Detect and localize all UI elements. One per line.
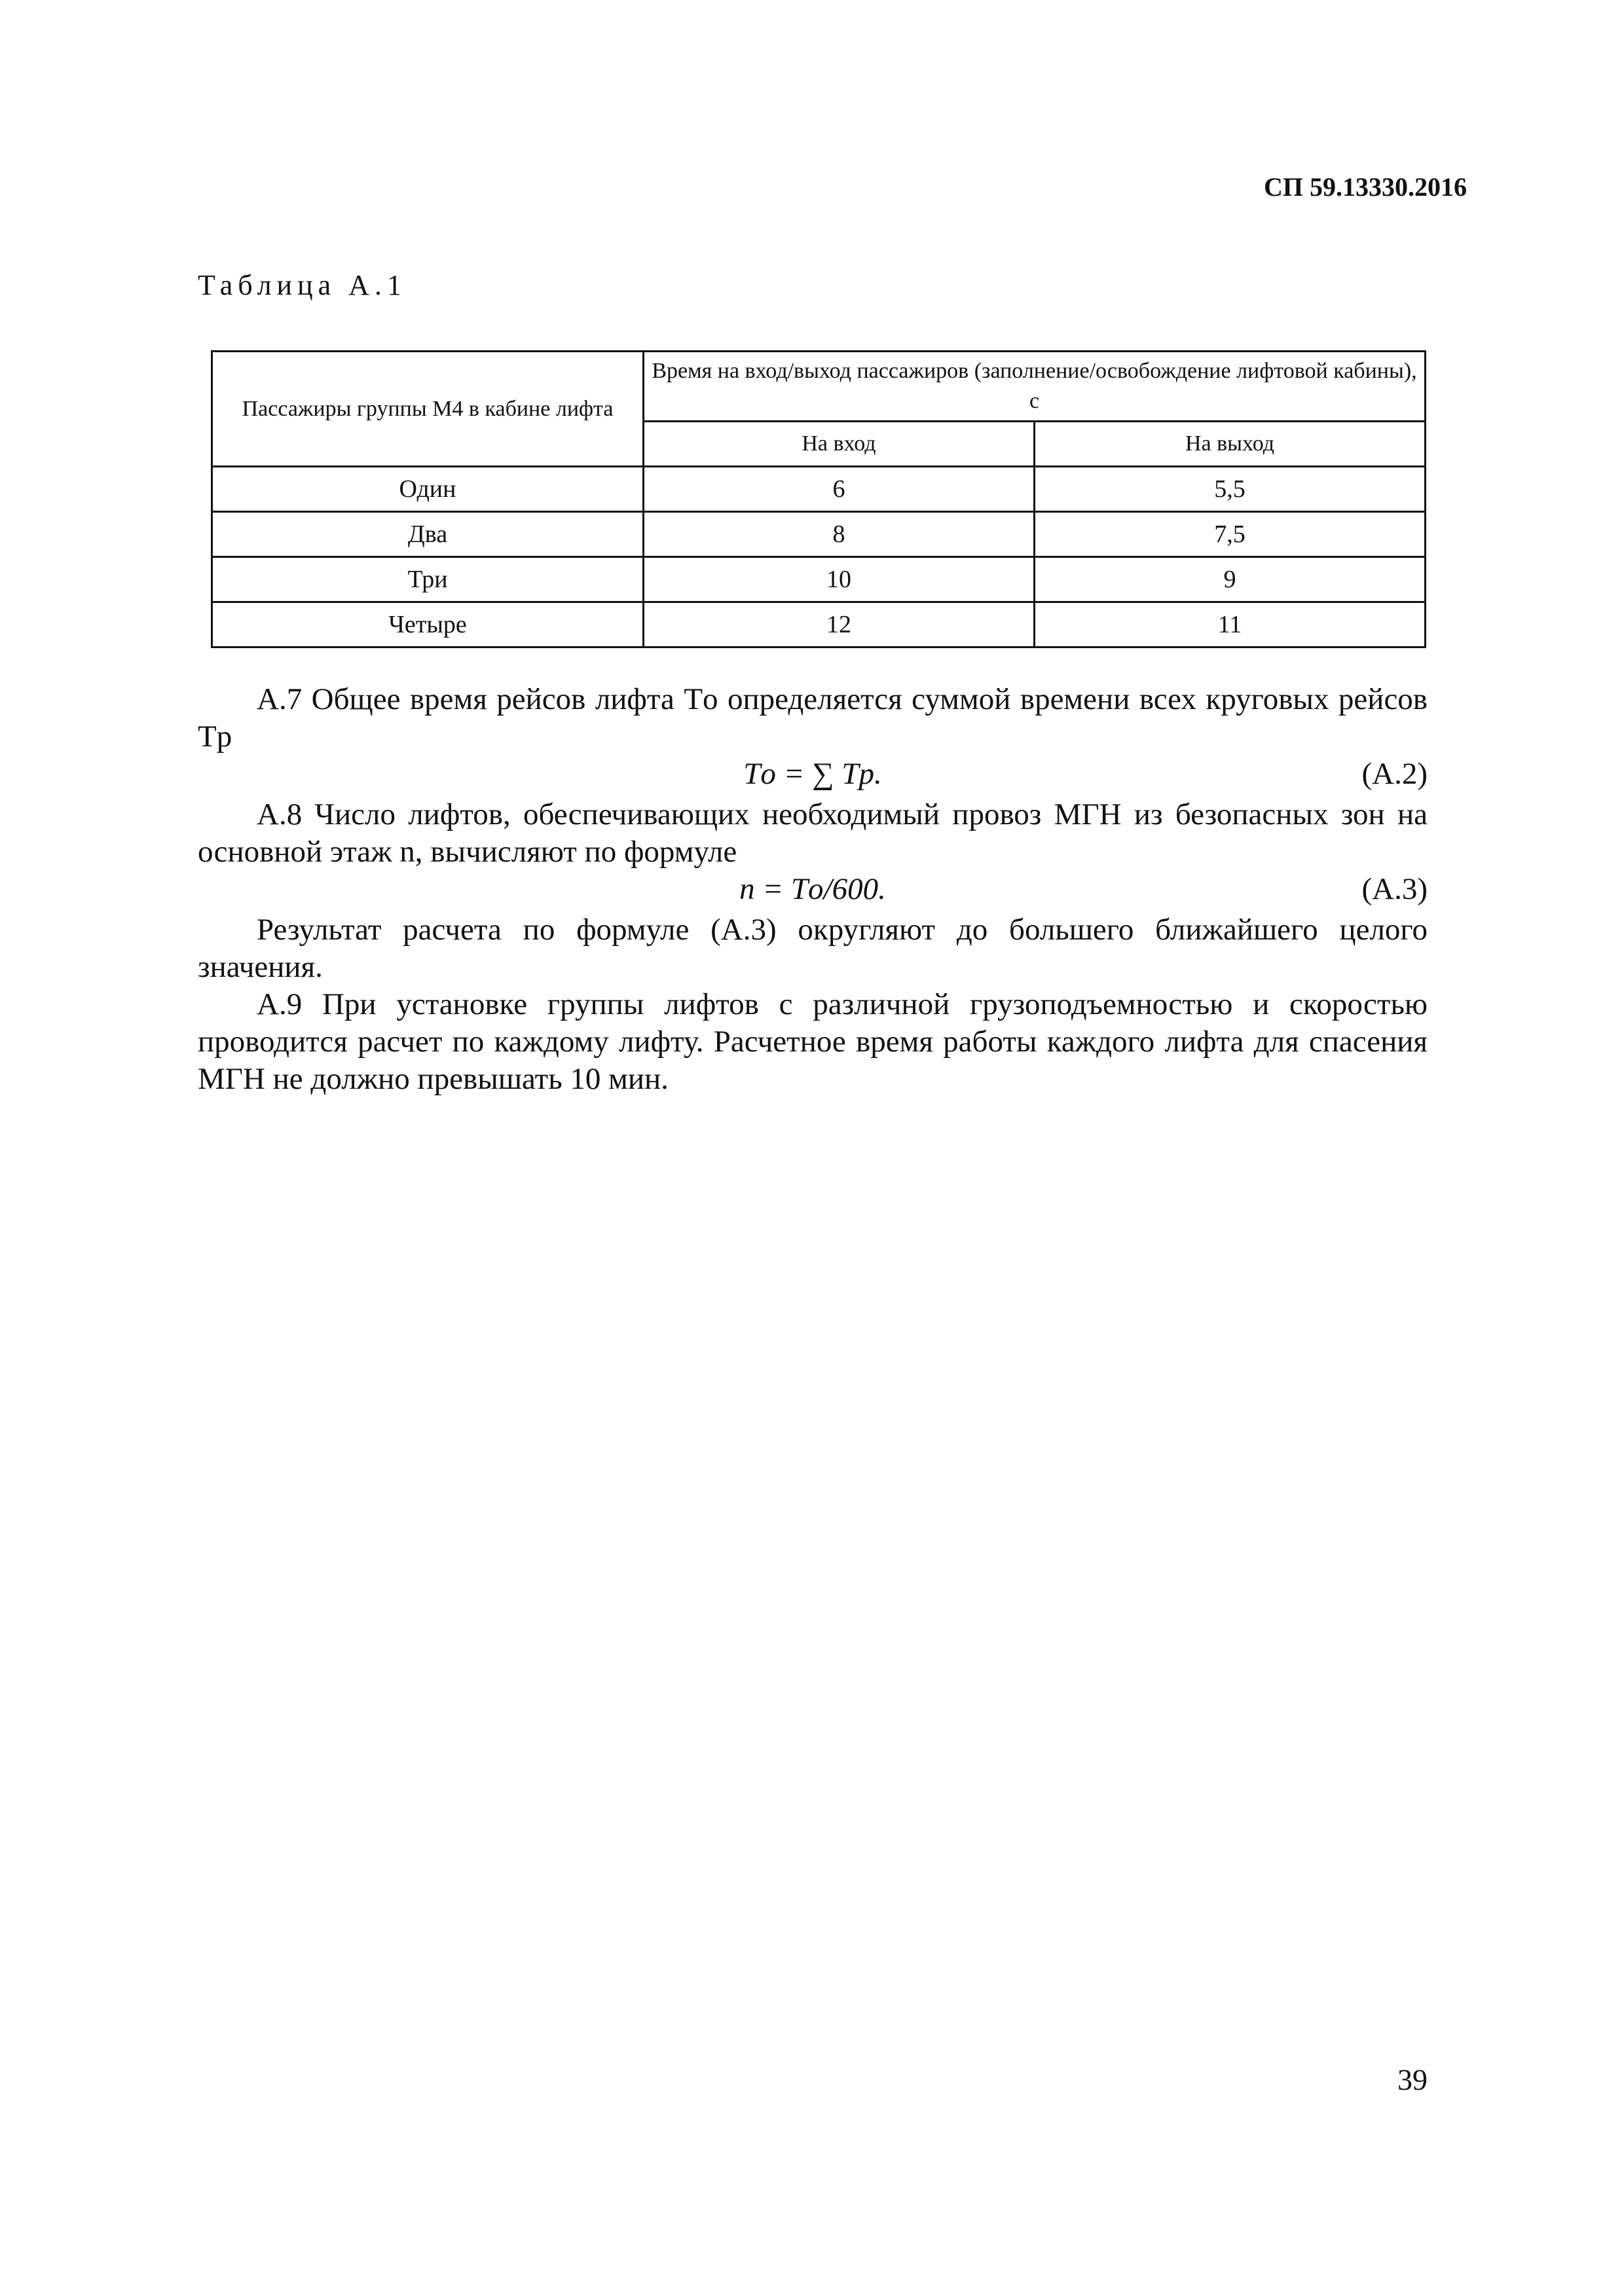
equation-number-a3: (А.3) [1361, 872, 1428, 906]
paragraph-a8: А.8 Число лифтов, обеспечивающих необходимый провоз МГН из безопасных зон на основной этаж n, вычисляют по формуле [198, 797, 1428, 869]
cell-passengers: Три [212, 557, 644, 602]
cell-entry: 10 [644, 557, 1035, 602]
cell-exit: 7,5 [1035, 512, 1426, 557]
formula-a3-row [198, 871, 1428, 911]
formula-a3: n = Tо/600. [739, 872, 886, 906]
paragraph-a7: А.7 Общее время рейсов лифта Tо определяется суммой времени всех круговых рейсов Tр [198, 682, 1428, 754]
table-row [212, 512, 1426, 557]
cell-entry: 8 [644, 512, 1035, 557]
header-entry: На вход [644, 422, 1035, 467]
table-row [212, 557, 1426, 602]
body-text [198, 681, 1428, 1098]
cell-passengers: Один [212, 467, 644, 512]
header-exit: На выход [1035, 422, 1426, 467]
cell-entry: 6 [644, 467, 1035, 512]
cell-passengers: Четыре [212, 602, 644, 647]
formula-a2: Tо = ∑ Tр. [743, 757, 882, 791]
passenger-time-table [211, 350, 1426, 648]
table-row [212, 602, 1426, 647]
cell-entry: 12 [644, 602, 1035, 647]
cell-exit: 9 [1035, 557, 1426, 602]
cell-exit: 5,5 [1035, 467, 1426, 512]
header-entry-exit-time: Время на вход/выход пассажиров (заполнение/освобождение лифтовой кабины), с [644, 352, 1426, 422]
cell-passengers: Два [212, 512, 644, 557]
header-passengers: Пассажиры группы М4 в кабине лифта [212, 352, 644, 467]
paragraph-result: Результат расчета по формуле (А.3) округляют до большего ближайшего целого значения. [198, 913, 1428, 984]
paragraph-a9: А.9 При установке группы лифтов с различной грузоподъемностью и скоростью проводится расчет по каждому лифту. Расчетное время работы каждого лифта для спасения МГН не должно превышать 10 мин. [198, 987, 1428, 1096]
table-caption: Таблица А.1 [198, 269, 407, 301]
formula-a2-row [198, 756, 1428, 796]
cell-exit: 11 [1035, 602, 1426, 647]
document-code: СП 59.13330.2016 [1264, 172, 1467, 202]
page-number: 39 [1397, 2063, 1428, 2096]
table-row [212, 467, 1426, 512]
equation-number-a2: (А.2) [1361, 757, 1428, 791]
